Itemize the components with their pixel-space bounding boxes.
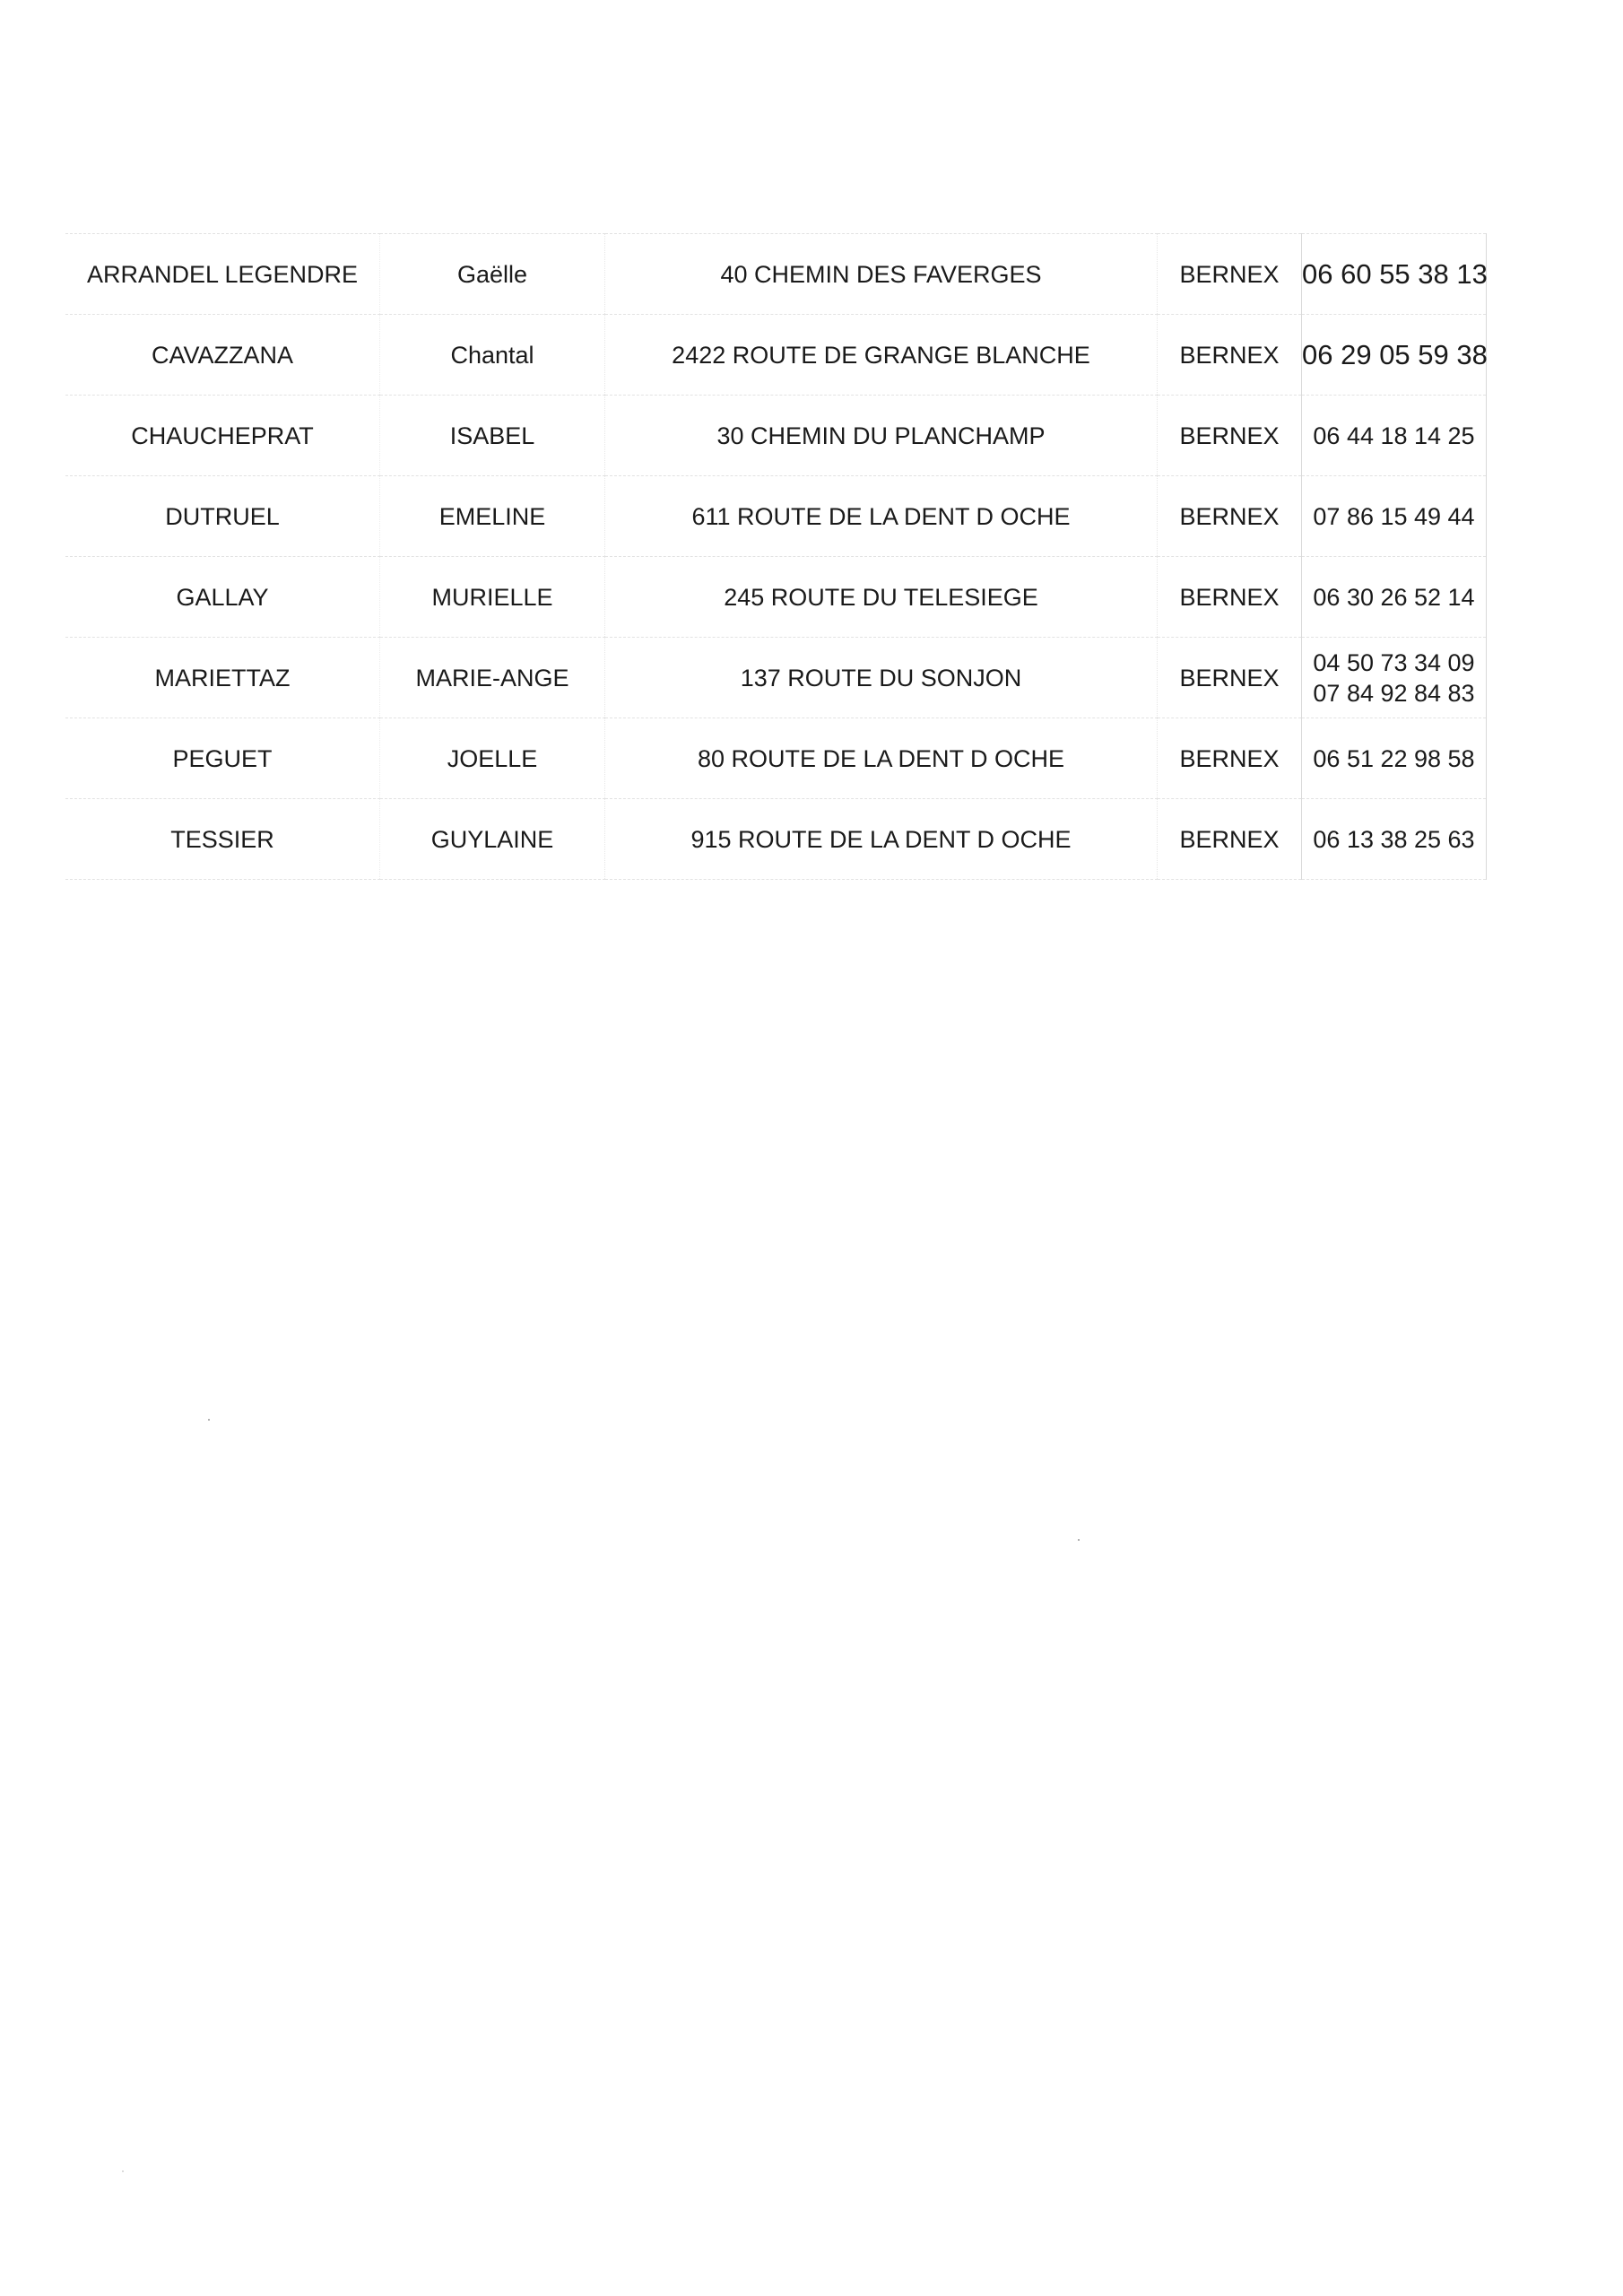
cell-telephone [1302, 476, 1487, 557]
cell-prenom: Chantal [380, 315, 605, 396]
cell-ville: BERNEX [1158, 718, 1302, 799]
cell-prenom: GUYLAINE [380, 799, 605, 880]
telephone-number: 04 50 73 34 09 [1313, 648, 1475, 676]
telephone-number: 07 86 15 49 44 [1313, 502, 1475, 530]
telephone-number: 06 13 38 25 63 [1313, 825, 1475, 853]
telephone-number: 06 44 18 14 25 [1313, 422, 1475, 449]
cell-telephone [1302, 718, 1487, 799]
cell-nom: GALLAY [65, 557, 380, 638]
cell-ville: BERNEX [1158, 315, 1302, 396]
cell-ville: BERNEX [1158, 476, 1302, 557]
cell-adresse: 2422 ROUTE DE GRANGE BLANCHE [605, 315, 1158, 396]
telephone-number: 06 30 26 52 14 [1313, 583, 1475, 611]
cell-adresse: 80 ROUTE DE LA DENT D OCHE [605, 718, 1158, 799]
cell-telephone [1302, 557, 1487, 638]
table-row [65, 476, 1487, 557]
scan-speck [122, 2170, 124, 2172]
scan-speck [208, 1419, 210, 1421]
cell-telephone [1302, 799, 1487, 880]
cell-telephone [1302, 234, 1487, 315]
cell-nom: CAVAZZANA [65, 315, 380, 396]
cell-nom: CHAUCHEPRAT [65, 396, 380, 476]
scan-speck [1078, 1539, 1080, 1541]
cell-adresse: 915 ROUTE DE LA DENT D OCHE [605, 799, 1158, 880]
contacts-table [65, 233, 1487, 880]
cell-telephone [1302, 396, 1487, 476]
cell-nom: TESSIER [65, 799, 380, 880]
cell-nom: DUTRUEL [65, 476, 380, 557]
cell-adresse: 611 ROUTE DE LA DENT D OCHE [605, 476, 1158, 557]
cell-ville: BERNEX [1158, 557, 1302, 638]
telephone-number: 06 51 22 98 58 [1313, 744, 1475, 772]
cell-prenom: Gaëlle [380, 234, 605, 315]
cell-prenom: MARIE-ANGE [380, 638, 605, 718]
cell-prenom: MURIELLE [380, 557, 605, 638]
cell-prenom: ISABEL [380, 396, 605, 476]
table-row [65, 315, 1487, 396]
telephone-number: 07 84 92 84 83 [1313, 679, 1475, 707]
cell-ville: BERNEX [1158, 799, 1302, 880]
cell-nom: PEGUET [65, 718, 380, 799]
table-row [65, 396, 1487, 476]
contact-sheet [65, 233, 1488, 880]
telephone-number: 06 60 55 38 13 [1302, 257, 1488, 290]
telephone-number: 06 29 05 59 38 [1302, 338, 1488, 370]
table-row [65, 557, 1487, 638]
cell-ville: BERNEX [1158, 638, 1302, 718]
cell-adresse: 30 CHEMIN DU PLANCHAMP [605, 396, 1158, 476]
cell-nom: ARRANDEL LEGENDRE [65, 234, 380, 315]
cell-prenom: JOELLE [380, 718, 605, 799]
cell-telephone [1302, 638, 1487, 718]
cell-ville: BERNEX [1158, 234, 1302, 315]
table-row [65, 234, 1487, 315]
cell-ville: BERNEX [1158, 396, 1302, 476]
table-row [65, 718, 1487, 799]
cell-adresse: 245 ROUTE DU TELESIEGE [605, 557, 1158, 638]
cell-adresse: 137 ROUTE DU SONJON [605, 638, 1158, 718]
cell-adresse: 40 CHEMIN DES FAVERGES [605, 234, 1158, 315]
table-row [65, 799, 1487, 880]
cell-telephone [1302, 315, 1487, 396]
cell-nom: MARIETTAZ [65, 638, 380, 718]
table-row [65, 638, 1487, 718]
cell-prenom: EMELINE [380, 476, 605, 557]
